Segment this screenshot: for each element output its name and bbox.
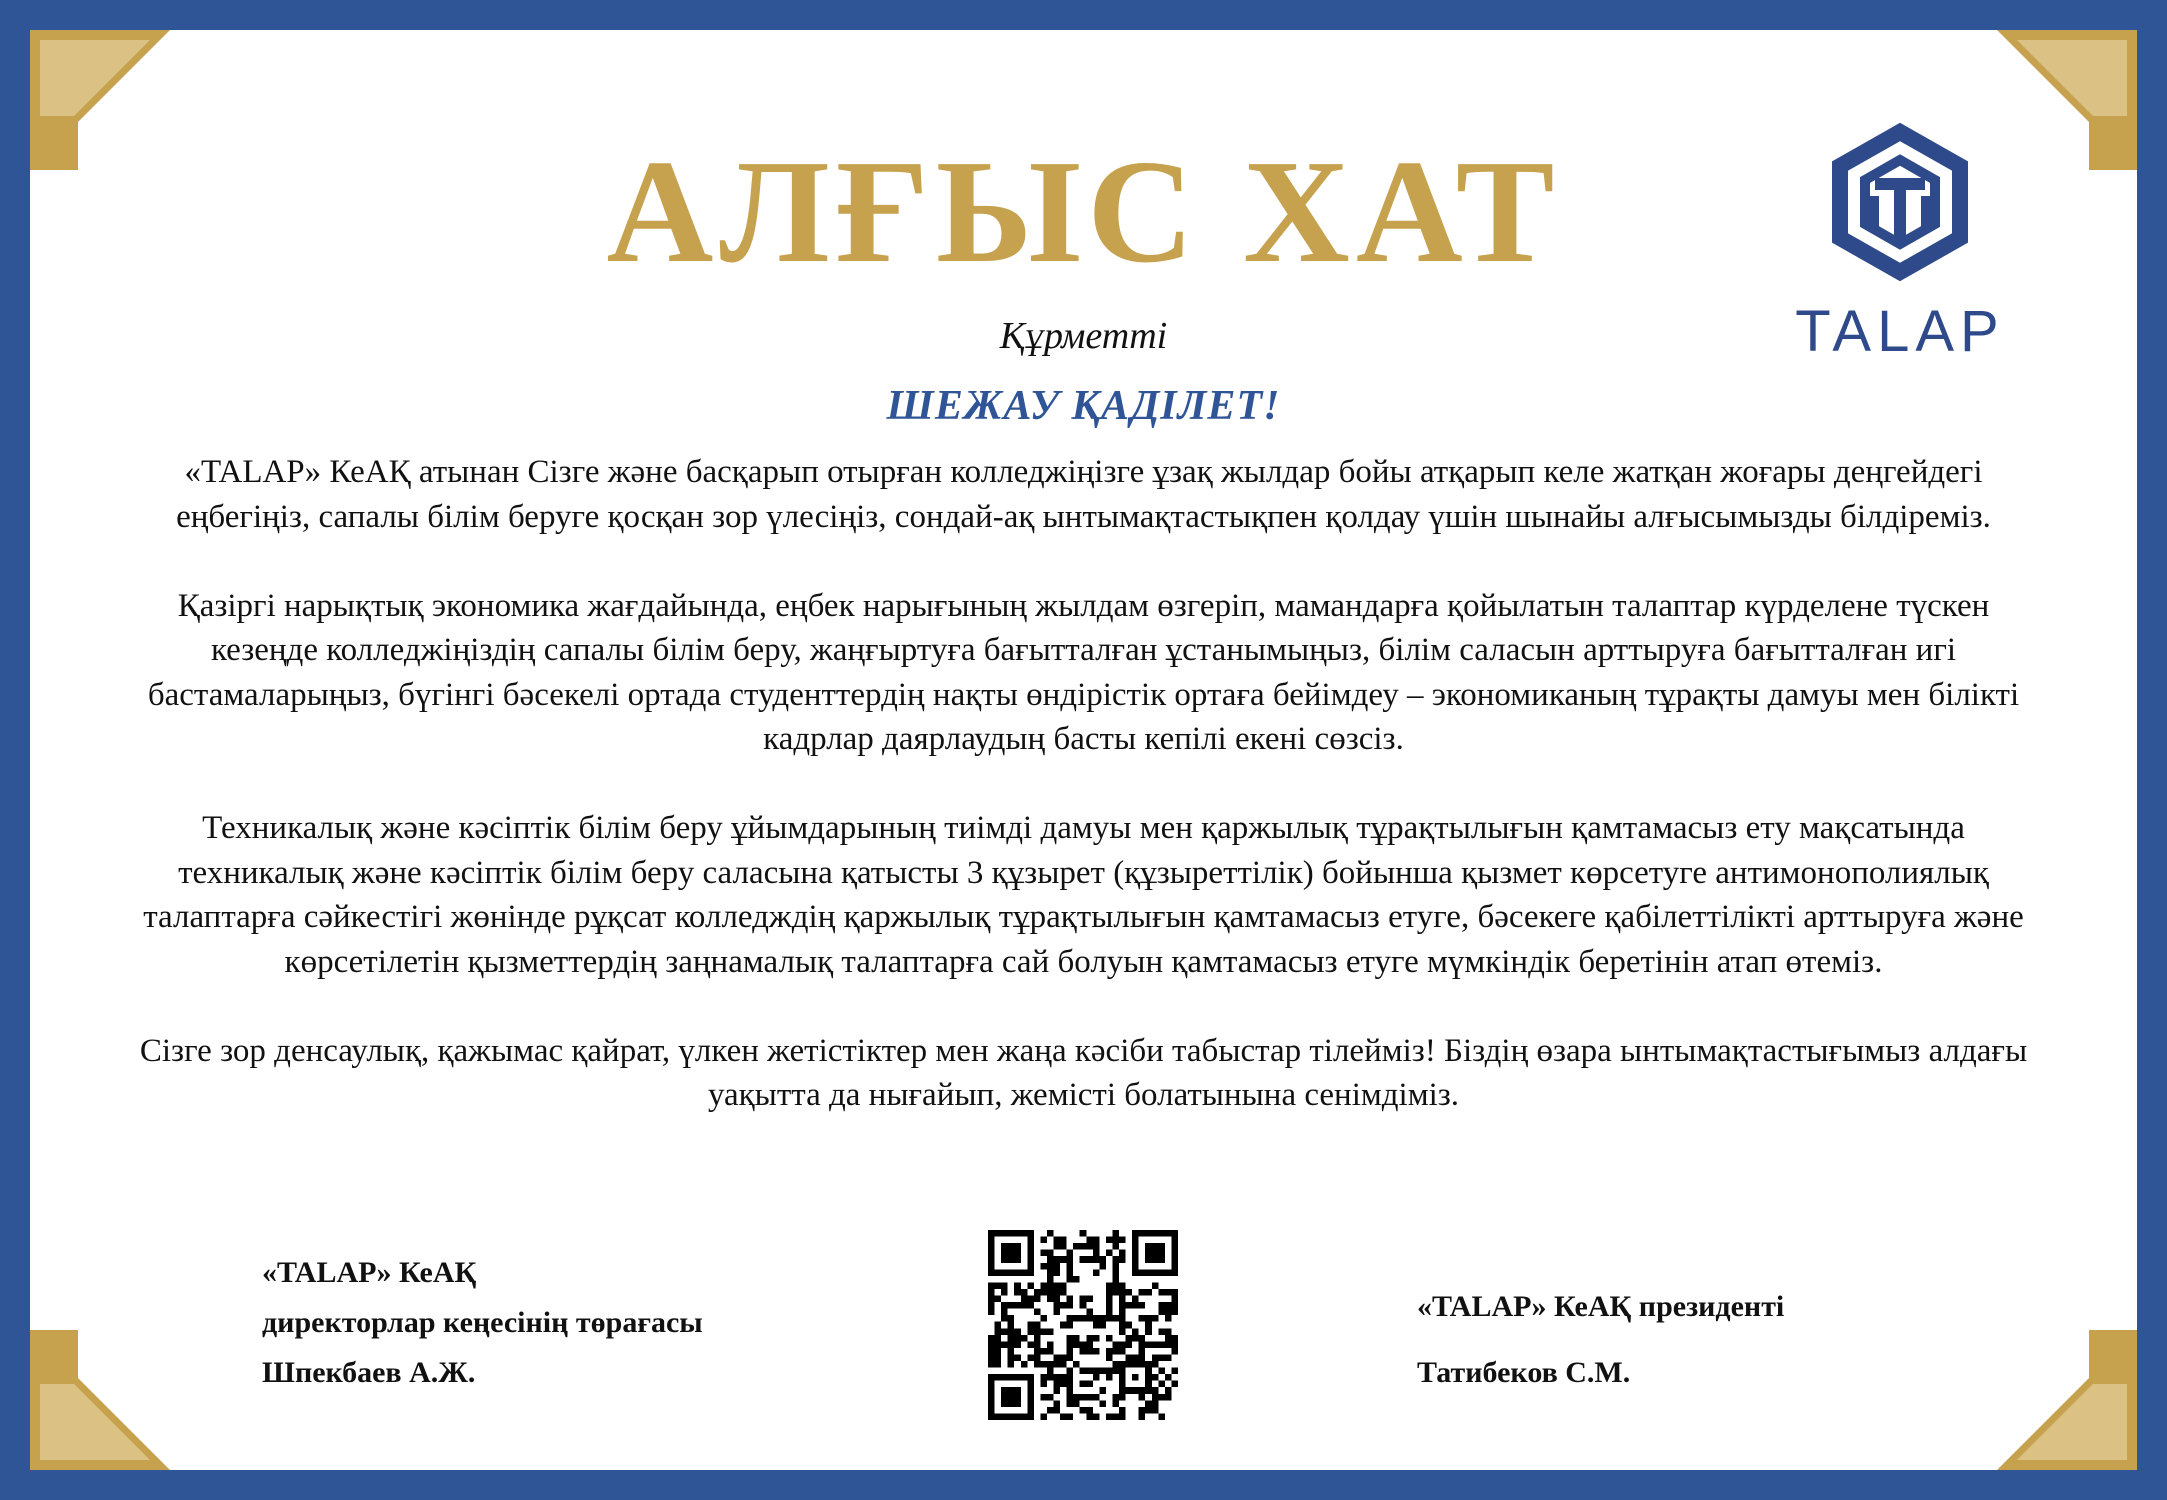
- certificate-body: [130, 450, 2037, 1162]
- signatory-left: [262, 1248, 703, 1398]
- qr-code-icon: [988, 1230, 1178, 1420]
- body-paragraph: Техникалық және кәсіптік білім беру ұйымдарының тиімді дамуы мен қаржылық тұрақтылығын қамтамасыз ету мақсатында техникалық және кәсіптік білім беру саласына қатысты 3 құзырет (құзыреттілік) бойынша қызмет көрсетуге антимонополиялық талаптарға сәйкестігі жөнінде рұқсат колледждің қаржылық тұрақтылығын қамтамасыз етуге, бәсекеге қабілеттілікті арттыруға және көрсетілетін қызметтердің заңнамалық талаптарға сай болуын қамтамасыз етуге мүмкіндік беретінін атап өтеміз.: [143, 810, 2024, 980]
- signatory-right: [1417, 1274, 1784, 1406]
- signatory-name: Шпекбаев А.Ж.: [262, 1356, 476, 1389]
- talap-hexagon-logo-icon: [1795, 120, 2005, 290]
- signatory-name: Татибеков С.М.: [1417, 1356, 1631, 1389]
- certificate-sheet: [30, 30, 2137, 1470]
- addressee-name: ШЕЖАУ ҚАДІЛЕТ!: [886, 383, 1281, 429]
- signatory-org: «TALAP» КеАҚ: [262, 1256, 477, 1289]
- body-paragraph: Сізге зор денсаулық, қажымас қайрат, үлкен жетістіктер мен жаңа кәсіби табыстар тілейміз! Біздің өзара ынтымақтастығымыз алдағы уақытта да нығайып, жемісті болатынына сенімдіміз.: [139, 1032, 2028, 1113]
- signatory-position: директорлар кеңесінің төрағасы: [262, 1306, 703, 1339]
- certificate-title: АЛҒЫС ХАТ: [606, 130, 1561, 294]
- corner-ornament-bottom-left: [30, 1310, 190, 1470]
- signatory-position: «TALAP» КеАҚ президенті: [1417, 1290, 1785, 1323]
- body-paragraph: «TALAP» КеАҚ атынан Сізге және басқарып отырған колледжіңізге ұзақ жылдар бойы атқарып келе жатқан жоғары деңгейдегі еңбегіңіз, сапалы білім беруге қосқан зор үлесіңіз, сондай-ақ ынтымақтастықпен қолдау үшін шынайы алғысымызды білдіреміз.: [176, 454, 1991, 535]
- body-paragraph: Қазіргі нарықтық экономика жағдайында, еңбек нарығының жылдам өзгеріп, мамандарға қойылатын талаптар күрделене түскен кезеңде колледжіңіздің сапалы білім беру, жаңғыртуға бағытталған ұстанымыңыз, білім саласын арттыруға бағытталған игі бастамаларыңыз, бүгінгі бәсекелі ортада студенттердің нақты өндірістік ортаға бейімдеу – экономиканың тұрақты дамуы мен білікті кадрлар даярлаудың басты кепілі екені сөзсіз.: [147, 587, 2020, 757]
- corner-ornament-bottom-right: [1977, 1310, 2137, 1470]
- talap-logo: [1795, 120, 2005, 370]
- salutation: Құрметті: [999, 315, 1168, 357]
- logo-wordmark: TALAP: [1795, 299, 2005, 364]
